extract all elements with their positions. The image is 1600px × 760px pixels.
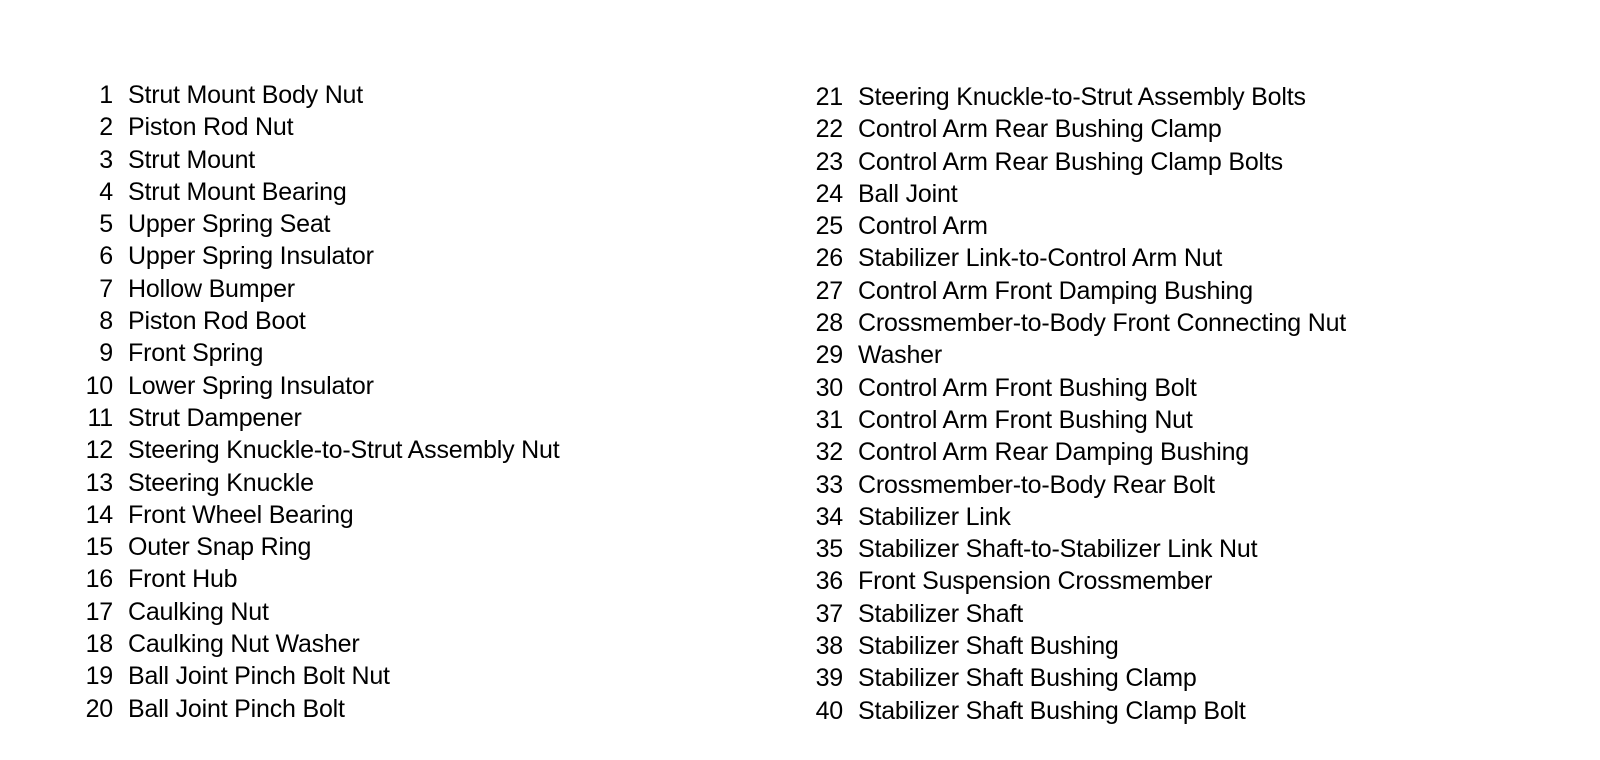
item-label: Control Arm Rear Damping Bushing [858, 438, 1249, 467]
item-label: Washer [858, 341, 943, 370]
legend-item [78, 499, 559, 531]
item-number: 12 [85, 436, 113, 465]
legend-item [808, 307, 1346, 339]
item-label: Front Suspension Crossmember [858, 567, 1213, 596]
legend-item [78, 79, 559, 111]
item-label: Stabilizer Shaft Bushing Clamp Bolt [858, 696, 1246, 725]
item-label: Control Arm [858, 212, 988, 241]
legend-item [808, 598, 1346, 630]
item-label: Control Arm Rear Bushing Clamp Bolts [858, 147, 1283, 176]
legend-item [78, 370, 559, 402]
legend-item [808, 630, 1346, 662]
item-label: Stabilizer Shaft [858, 599, 1023, 628]
item-label: Ball Joint [858, 179, 958, 208]
item-label: Control Arm Front Bushing Nut [858, 405, 1193, 434]
item-number: 37 [815, 599, 843, 628]
item-label: Steering Knuckle-to-Strut Assembly Bolts [858, 83, 1306, 111]
legend-column-left [78, 79, 559, 725]
item-number: 21 [815, 83, 843, 111]
legend-item [78, 660, 559, 692]
item-label: Steering Knuckle [128, 468, 314, 497]
item-number: 24 [815, 179, 843, 208]
item-label: Ball Joint Pinch Bolt Nut [128, 662, 390, 691]
item-label: Control Arm Front Bushing Bolt [858, 373, 1197, 402]
item-label: Caulking Nut [128, 597, 269, 626]
item-number: 33 [815, 470, 843, 499]
item-number: 7 [99, 274, 113, 303]
legend-item [808, 81, 1346, 113]
parts-legend [0, 76, 1600, 756]
legend-item [808, 146, 1346, 178]
legend-item [78, 337, 559, 369]
item-number: 1 [99, 81, 113, 109]
legend-item [78, 402, 559, 434]
legend-item [808, 565, 1346, 597]
item-number: 10 [85, 371, 113, 400]
item-number: 26 [815, 244, 843, 273]
item-label: Stabilizer Shaft Bushing [858, 632, 1119, 661]
item-label: Control Arm Rear Bushing Clamp [858, 115, 1222, 144]
legend-item [78, 531, 559, 563]
item-label: Ball Joint Pinch Bolt [128, 694, 345, 723]
legend-item [78, 434, 559, 466]
legend-item [808, 113, 1346, 145]
item-label: Upper Spring Seat [128, 210, 331, 239]
legend-item [808, 533, 1346, 565]
item-label: Lower Spring Insulator [128, 371, 374, 400]
legend-item [808, 339, 1346, 371]
legend-item [78, 305, 559, 337]
item-number: 11 [87, 403, 113, 432]
item-number: 4 [99, 177, 113, 206]
item-label: Stabilizer Link-to-Control Arm Nut [858, 244, 1223, 273]
legend-item [808, 178, 1346, 210]
legend-item [808, 372, 1346, 404]
item-label: Upper Spring Insulator [128, 242, 374, 271]
item-label: Strut Mount [128, 145, 256, 174]
legend-item [78, 693, 559, 725]
item-number: 30 [815, 373, 843, 402]
legend-item [78, 144, 559, 176]
item-label: Piston Rod Nut [128, 113, 294, 142]
item-number: 34 [815, 502, 843, 531]
legend-item [78, 240, 559, 272]
item-number: 13 [85, 468, 113, 497]
item-label: Hollow Bumper [128, 274, 295, 303]
item-number: 36 [815, 567, 843, 596]
item-number: 28 [815, 309, 843, 338]
legend-item [808, 275, 1346, 307]
item-number: 15 [85, 533, 113, 562]
item-number: 14 [85, 500, 113, 529]
legend-item [78, 596, 559, 628]
item-number: 29 [815, 341, 843, 370]
legend-item [78, 563, 559, 595]
legend-item [808, 436, 1346, 468]
legend-item [78, 467, 559, 499]
legend-item [78, 208, 559, 240]
legend-item [808, 242, 1346, 274]
item-label: Stabilizer Shaft Bushing Clamp [858, 664, 1197, 693]
item-number: 35 [815, 535, 843, 564]
item-number: 31 [815, 405, 843, 434]
item-number: 18 [85, 630, 113, 659]
item-number: 5 [99, 210, 113, 239]
item-label: Strut Mount Bearing [128, 177, 347, 206]
item-label: Steering Knuckle-to-Strut Assembly Nut [128, 436, 560, 465]
item-label: Outer Snap Ring [128, 533, 312, 562]
item-label: Front Spring [128, 339, 264, 368]
item-number: 22 [815, 115, 843, 144]
item-label: Stabilizer Link [858, 502, 1011, 531]
legend-item [78, 176, 559, 208]
item-number: 9 [99, 339, 113, 368]
legend-item [808, 210, 1346, 242]
legend-column-right [808, 81, 1346, 727]
item-label: Stabilizer Shaft-to-Stabilizer Link Nut [858, 535, 1258, 564]
legend-item [78, 628, 559, 660]
item-label: Control Arm Front Damping Bushing [858, 276, 1253, 305]
item-label: Front Wheel Bearing [128, 500, 354, 529]
item-number: 39 [815, 664, 843, 693]
item-label: Strut Dampener [128, 403, 302, 432]
legend-item [78, 111, 559, 143]
item-number: 19 [85, 662, 113, 691]
item-number: 6 [99, 242, 113, 271]
item-number: 16 [85, 565, 113, 594]
legend-item [808, 501, 1346, 533]
legend-item [808, 469, 1346, 501]
item-number: 25 [815, 212, 843, 241]
item-number: 40 [815, 696, 843, 725]
item-number: 17 [85, 597, 113, 626]
legend-item [78, 273, 559, 305]
item-number: 8 [99, 307, 113, 336]
item-label: Caulking Nut Washer [128, 630, 360, 659]
item-label: Strut Mount Body Nut [128, 81, 364, 109]
item-number: 38 [815, 632, 843, 661]
item-label: Front Hub [128, 565, 238, 594]
item-label: Crossmember-to-Body Front Connecting Nut [858, 309, 1347, 338]
item-label: Piston Rod Boot [128, 307, 306, 336]
item-label: Crossmember-to-Body Rear Bolt [858, 470, 1215, 499]
item-number: 2 [99, 113, 113, 142]
item-number: 32 [815, 438, 843, 467]
item-number: 20 [85, 694, 113, 723]
item-number: 3 [99, 145, 113, 174]
item-number: 27 [815, 276, 843, 305]
item-number: 23 [815, 147, 843, 176]
legend-item [808, 662, 1346, 694]
legend-item [808, 695, 1346, 727]
legend-item [808, 404, 1346, 436]
